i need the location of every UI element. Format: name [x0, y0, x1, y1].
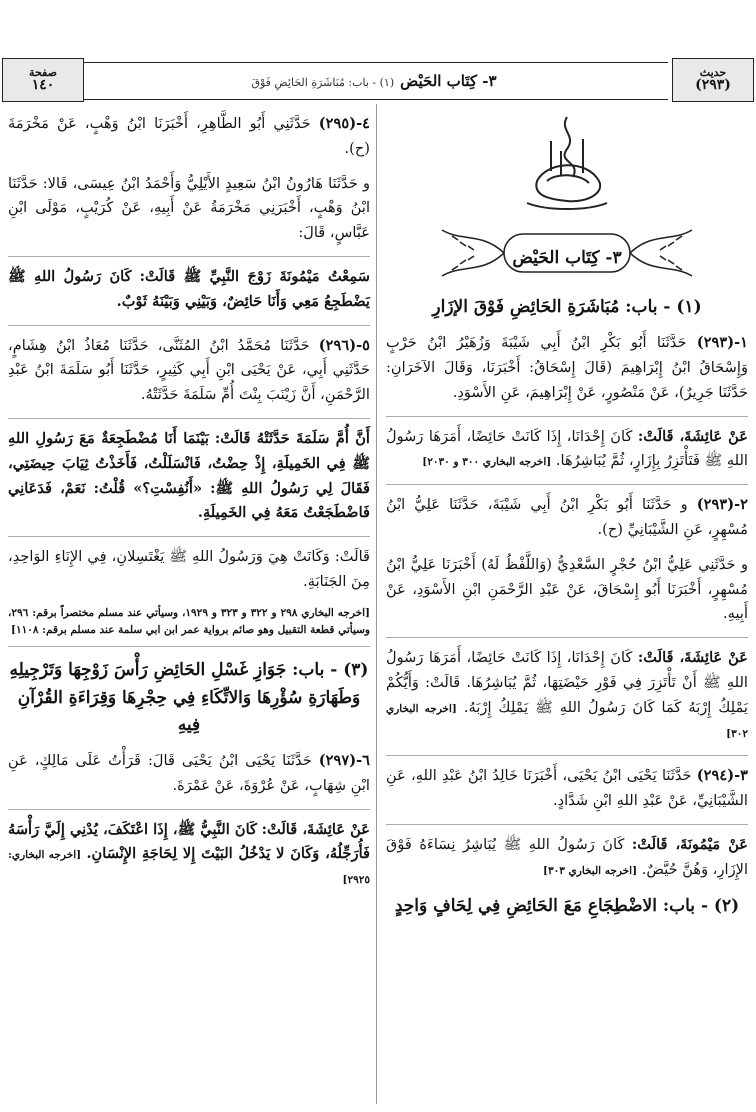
divider — [8, 325, 370, 326]
isnad-text: حَدَّثَنَا يَحْيَى ابْنُ يَحْيَى قَالَ: قَرَأْتُ عَلَى مَالِكٍ، عَنِ ابْنِ شِهَابٍ، عَنْ عُرْوَةَ، عَنْ عَمْرَةَ. — [8, 751, 370, 794]
divider — [386, 755, 748, 756]
divider — [386, 484, 748, 485]
page-label: صفحة — [29, 65, 57, 79]
column-divider — [376, 104, 377, 1104]
hadith-number: ٤-(٢٩٥) — [318, 115, 370, 132]
matn-text: كَانَ إِحْدَانَا، إِذَا كَانَتْ حَائِضًا، أَمَرَهَا رَسُولُ اللهِ ﷺ فَتَأْتَزِرُ بِإِزَارٍ، ثُمَّ يُبَاشِرُهَا. — [386, 427, 748, 470]
right-column — [386, 108, 748, 930]
running-header — [80, 62, 668, 100]
chapter-heading-3: (٣) - باب: جَوَازِ غَسْلِ الحَائِضِ رَأْسَ زَوْجِهَا وَتَرْجِيلِهِ وَطَهَارَةِ سُؤْرِهَا وَالاتِّكَاءِ فِي حِجْرِهَا وَقِرَاءَةِ القُرْآنِ فِيهِ — [9, 660, 369, 735]
hadith-paragraph — [8, 265, 370, 315]
hadith-paragraph — [386, 833, 748, 883]
narrator: عَنْ عَائِشَةَ، قَالَتْ: — [261, 820, 370, 838]
page-number: ١٤٠ — [31, 77, 55, 94]
matn-text: بَيْنَمَا أَنَا مُضْطَجِعَةٌ مَعَ رَسُولِ اللهِ ﷺ فِي الخَمِيلَةِ، إِذْ حِضْتُ، فَانْسَلَلْتُ، فَأَخَذْتُ ثِيَابَ حِيضَتِي، فَقَالَ لِي رَسُولُ اللهِ ﷺ: «أَنُفِسْتِ؟» قُلْتُ: نَعَمْ، فَدَعَانِي فَاضْطَجَعْتُ مَعَهُ فِي الخَمِيلَةِ. — [8, 429, 370, 522]
hadith-number: (٢٩٣) — [695, 77, 731, 94]
divider — [386, 824, 748, 825]
hadith-paragraph — [8, 427, 370, 526]
hadith-paragraph — [8, 334, 370, 408]
hadith-paragraph — [386, 425, 748, 475]
header-book-title: ٣- كِتَاب الحَيْض — [400, 72, 497, 90]
reference: [اخرجه البخاري: ٢٩٢٥] — [8, 849, 370, 887]
hadith-paragraph — [8, 112, 370, 162]
isnad-text: حَدَّثَنِي أَبُو الطَّاهِرِ، أَخْبَرَنَا ابْنُ وَهْبٍ، عَنْ مَخْرَمَةَ (ح). — [8, 115, 370, 157]
matn-text: كَانَ رَسُولُ اللهِ ﷺ يُبَاشِرُ نِسَاءَهُ فَوْقَ الإِزَارِ، وَهُنَّ حُيَّضٌ. — [386, 835, 748, 878]
isnad-text: حَدَّثَنَا أَبُو بَكْرِ ابْنُ أَبِي شَيْبَةَ وَزُهَيْرُ ابْنُ حَرْبٍ وَإِسْحَاقُ ابْنُ إِبْرَاهِيمَ (قَالَ إِسْحَاقُ: أَخْبَرَنَا، وَقَالَ الآخَرَانِ: حَدَّثَنَا جَرِيرٌ)، عَنْ مَنْصُورٍ، عَنْ إِبْرَاهِيمَ، عَنِ الأَسْوَدِ. — [386, 334, 748, 401]
chapter-heading-1: (١) - باب: مُبَاشَرَةِ الحَائِضِ فَوْقَ الإزَارِ — [432, 297, 702, 317]
hadith-paragraph — [8, 545, 370, 595]
divider — [8, 536, 370, 537]
narrator: عَنْ مَيْمُونَةَ، قَالَتْ: — [631, 835, 749, 853]
footnote-reference: [اخرجه البخاري ٢٩٨ و ٣٢٢ و ٣٢٣ و ١٩٢٩، وسيأتي عند مسلم مختصراً برقم: ٢٩٦، وسيأتي قطعة التقبيل وهو صائم برواية عمر ابن ابي سلمة عند مسلم برقم: ١١٠٨] — [8, 606, 370, 636]
matn-text: قَالَتْ: وَكَانَتْ هِيَ وَرَسُولُ اللهِ ﷺ يَغْتَسِلانِ، فِي الإِنَاءِ الوَاحِدِ، مِنَ الجَنَابَةِ. — [8, 548, 370, 590]
book-title: ٣- كِتَاب الحَيْض — [512, 248, 622, 268]
isnad-text: و حَدَّثَنِي عَلِيُّ ابْنُ حُجْرٍ السَّعْدِيُّ (وَاللَّفْظُ لَهُ) أَخْبَرَنَا عَلِيُّ ابْنُ مُسْهِرٍ، أَخْبَرَنَا أَبُو إِسْحَاقَ، عَنْ عَبْدِ الرَّحْمَنِ ابْنِ الأَسْوَدِ، عَنْ أَبِيهِ. — [386, 555, 748, 623]
hadith-paragraph — [8, 172, 370, 246]
header-bab-title: (١) - باب: مُبَاشَرَةِ الحَائِضِ فَوْقَ — [251, 76, 395, 89]
divider — [8, 418, 370, 419]
matn-text: كَانَ إِحْدَانَا، إِذَا كَانَتْ حَائِضًا، أَمَرَهَا رَسُولُ اللهِ ﷺ أَنْ تَأْتَزِرَ فِي فَوْرِ حَيْضَتِهَا، ثُمَّ يُبَاشِرُهَا. قَالَتْ: وَأَيُّكُمْ يَمْلِكُ إِرْبَهُ كَمَا كَانَ رَسُولُ اللهِ ﷺ يَمْلِكُ إِرْبَهُ. — [386, 649, 748, 716]
page-number-box — [2, 58, 84, 102]
narrator: أَنَّ أُمَّ سَلَمَةَ حَدَّثَتْهُ قَالَتْ: — [214, 429, 370, 447]
hadith-paragraph — [8, 749, 370, 799]
isnad-text: حَدَّثَنَا يَحْيَى ابْنُ يَحْيَى، أَخْبَرَنَا خَالِدُ ابْنُ عَبْدِ اللهِ، عَنِ الشَّيْبَانِيِّ، عَنْ عَبْدِ اللهِ ابْنِ شَدَّادٍ. — [386, 767, 748, 810]
divider — [8, 256, 370, 257]
hadith-number: ١-(٢٩٣) — [696, 334, 749, 352]
reference: [اخرجه البخاري ٣٠٠ و ٢٠٣٠] — [422, 456, 552, 469]
hadith-label: حديث — [699, 65, 727, 79]
narrator: عَنْ عَائِشَةَ، قَالَتْ: — [637, 427, 748, 445]
hadith-number: ٦-(٢٩٧) — [318, 751, 370, 769]
divider — [386, 416, 748, 417]
isnad-text: حَدَّثَنَا مُحَمَّدُ ابْنُ المُثَنَّى، حَدَّثَنَا مُعَاذُ ابْنُ هِشَامٍ، حَدَّثَنِي أَبِي، عَنْ يَحْيَى ابْنِ أَبِي كَثِيرٍ، حَدَّثَنَا أَبُو سَلَمَةَ ابْنُ عَبْدِ الرَّحْمَنِ، أَنَّ زَيْنَبَ بِنْتَ أُمِّ سَلَمَةَ حَدَّثَتْهُ. — [8, 336, 370, 404]
reference: [اخرجه البخاري ٣٠٣] — [543, 864, 638, 877]
divider — [386, 637, 748, 638]
chapter-heading-2: (٢) - باب: الاضْطِجَاعِ مَعَ الحَائِضِ فِي لِحَافٍ وَاحِدٍ — [394, 895, 740, 916]
hadith-paragraph — [386, 493, 748, 543]
hadith-paragraph — [386, 553, 748, 627]
hadith-paragraph — [386, 764, 748, 814]
narrator: عَنْ عَائِشَةَ، قَالَتْ: — [637, 649, 748, 667]
isnad-text: و حَدَّثَنَا هَارُونُ ابْنُ سَعِيدٍ الأَيْلِيُّ وَأَحْمَدُ ابْنُ عِيسَى، قَالا: حَدَّثَنَا ابْنُ وَهْبٍ، أَخْبَرَنِي مَخْرَمَةُ عَنْ أَبِيهِ، عَنْ كُرَيْبٍ، مَوْلَى ابْنِ عَبَّاسٍ، قَالَ: — [8, 174, 370, 242]
hadith-paragraph — [386, 646, 748, 745]
hadith-paragraph — [386, 331, 748, 405]
narrator: سَمِعْتُ مَيْمُونَةَ زَوْجَ النَّبِيِّ ﷺ قَالَتْ: — [139, 267, 371, 285]
isnad-text: و حَدَّثَنَا أَبُو بَكْرِ ابْنُ أَبِي شَيْبَةَ، حَدَّثَنَا عَلِيُّ ابْنُ مُسْهِرٍ، عَنِ الشَّيْبَانِيِّ (ح). — [386, 496, 748, 538]
divider — [8, 646, 370, 647]
matn-text: كَانَ النَّبِيُّ ﷺ، إِذَا اعْتَكَفَ، يُدْنِي إِلَيَّ رَأْسَهُ فَأُرَجِّلُهُ، وَكَانَ لا يَدْخُلُ البَيْتَ إِلا لِحَاجَةِ الإِنْسَانِ. — [8, 820, 371, 863]
divider — [8, 809, 370, 810]
book-title-banner — [386, 222, 748, 284]
matn-text: كَانَ رَسُولُ اللهِ ﷺ يَضْطَجِعُ مَعِي وَأَنَا حَائِضٌ، وَبَيْنِي وَبَيْنَهُ ثَوْبٌ. — [8, 267, 370, 310]
reference: [اخرجه البخاري ٣٠٢] — [386, 702, 748, 740]
hadith-number-box — [672, 58, 754, 102]
hadith-number: ٣-(٢٩٤) — [696, 767, 748, 785]
bismillah-calligraphy-icon — [386, 108, 748, 218]
hadith-paragraph — [8, 818, 370, 892]
left-column — [8, 112, 370, 902]
hadith-number: ٥-(٢٩٦) — [318, 336, 370, 354]
hadith-number: ٢-(٢٩٣) — [696, 496, 748, 514]
